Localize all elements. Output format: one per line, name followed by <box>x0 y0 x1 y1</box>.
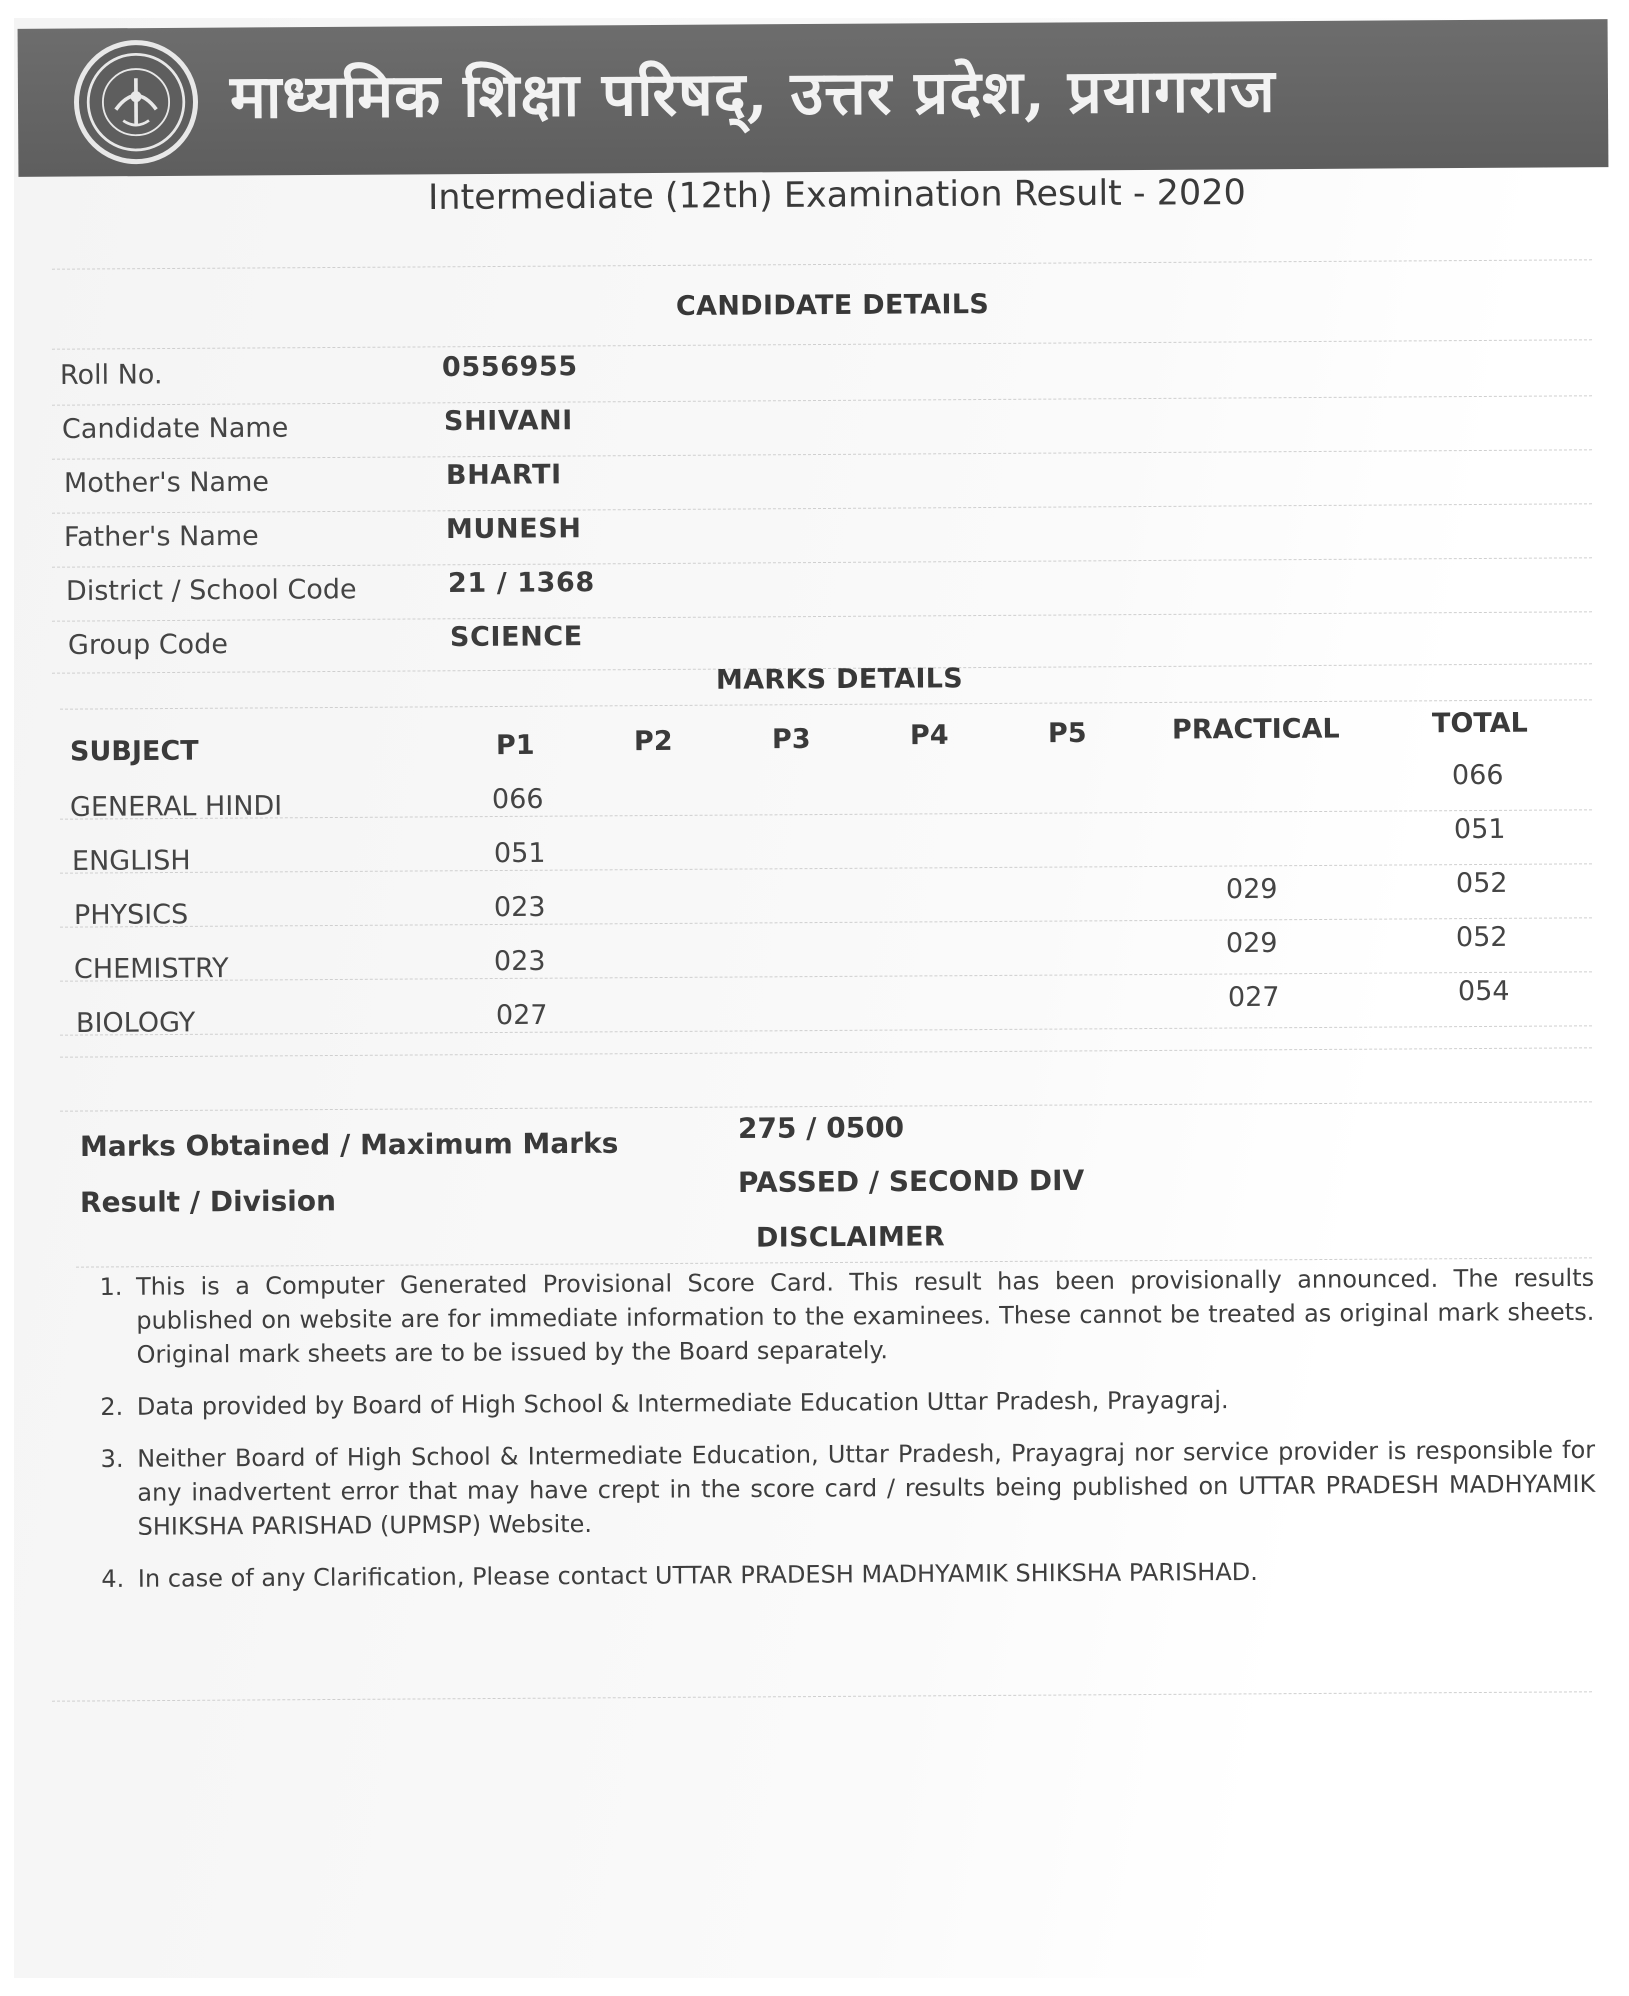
disclaimer-item: 2. Data provided by Board of High School & Intermediate Education Uttar Pradesh, Prayagraj. <box>131 1381 1595 1424</box>
table-cell-p1: 023 <box>493 945 546 978</box>
marks-obtained-label: Marks Obtained / Maximum Marks <box>79 1126 619 1163</box>
group-code-label: Group Code <box>67 629 228 661</box>
col-total: TOTAL <box>1431 707 1528 740</box>
disclaimer-item: 4. In case of any Clarification, Please contact UTTAR PRADESH MADHYAMIK SHIKSHA PARISHAD. <box>132 1553 1596 1596</box>
board-seal-icon <box>74 40 199 165</box>
table-cell-practical: 029 <box>1225 927 1278 960</box>
candidate-name-label: Candidate Name <box>61 412 289 445</box>
exam-title: Intermediate (12th) Examination Result - 2020 <box>427 173 1246 218</box>
disclaimer-item: 3. Neither Board of High School & Intermediate Education, Uttar Pradesh, Prayagraj nor service provider is responsible for any inadvertent error that may have crept in the score card / results being published on UTTAR PRADESH MADHYAMIK SHIKSHA PARISHAD (UPMSP) Website. <box>131 1433 1596 1544</box>
table-cell-p1: 027 <box>495 999 548 1032</box>
roll-no-label: Roll No. <box>59 359 163 391</box>
fathers-name-label: Father's Name <box>63 520 259 553</box>
table-cell-p1: 066 <box>491 783 544 816</box>
col-p4: P4 <box>909 719 949 752</box>
table-row-subject: GENERAL HINDI <box>69 790 283 823</box>
candidate-details-title: CANDIDATE DETAILS <box>675 289 990 322</box>
table-cell-practical: 029 <box>1225 873 1278 906</box>
header-band <box>18 19 1609 177</box>
mothers-name-value: BHARTI <box>445 459 562 491</box>
candidate-name-value: SHIVANI <box>443 405 573 437</box>
col-p3: P3 <box>771 723 811 756</box>
table-cell-p1: 023 <box>493 891 546 924</box>
mothers-name-label: Mother's Name <box>63 466 270 499</box>
table-cell-total: 052 <box>1455 921 1508 954</box>
table-row-subject: BIOLOGY <box>75 1007 196 1039</box>
col-p2: P2 <box>633 725 673 758</box>
table-row-subject: PHYSICS <box>73 899 189 931</box>
disclaimer-list <box>96 1261 1596 1614</box>
table-row-subject: CHEMISTRY <box>73 953 229 985</box>
table-cell-total: 066 <box>1451 759 1504 792</box>
district-school-code-label: District / School Code <box>65 574 357 607</box>
col-p1: P1 <box>495 729 535 762</box>
group-code-value: SCIENCE <box>449 621 583 653</box>
result-division-value: PASSED / SECOND DIV <box>737 1163 1085 1199</box>
roll-no-value: 0556955 <box>441 351 578 383</box>
board-title: माध्यमिक शिक्षा परिषद्, उत्तर प्रदेश, प्रयागराज <box>229 56 1276 133</box>
disclaimer-title: DISCLAIMER <box>755 1221 946 1254</box>
result-division-label: Result / Division <box>79 1184 337 1219</box>
table-cell-total: 054 <box>1457 975 1510 1008</box>
col-practical: PRACTICAL <box>1171 713 1340 746</box>
table-cell-total: 052 <box>1455 867 1508 900</box>
table-cell-total: 051 <box>1453 813 1506 846</box>
col-p5: P5 <box>1047 717 1087 750</box>
table-cell-p1: 051 <box>493 837 546 870</box>
table-cell-practical: 027 <box>1227 981 1280 1014</box>
district-school-code-value: 21 / 1368 <box>447 567 595 599</box>
table-row-subject: ENGLISH <box>71 845 191 877</box>
disclaimer-item: 1. This is a Computer Generated Provisional Score Card. This result has been provisionally announced. The results published on website are for immediate information to the examinees. These cannot be treated as original mark sheets. Original mark sheets are to be issued by the Board separately. <box>130 1261 1595 1372</box>
fathers-name-value: MUNESH <box>445 513 582 545</box>
col-subject: SUBJECT <box>69 735 199 768</box>
marks-obtained-value: 275 / 0500 <box>737 1110 905 1145</box>
marks-details-title: MARKS DETAILS <box>715 663 964 696</box>
